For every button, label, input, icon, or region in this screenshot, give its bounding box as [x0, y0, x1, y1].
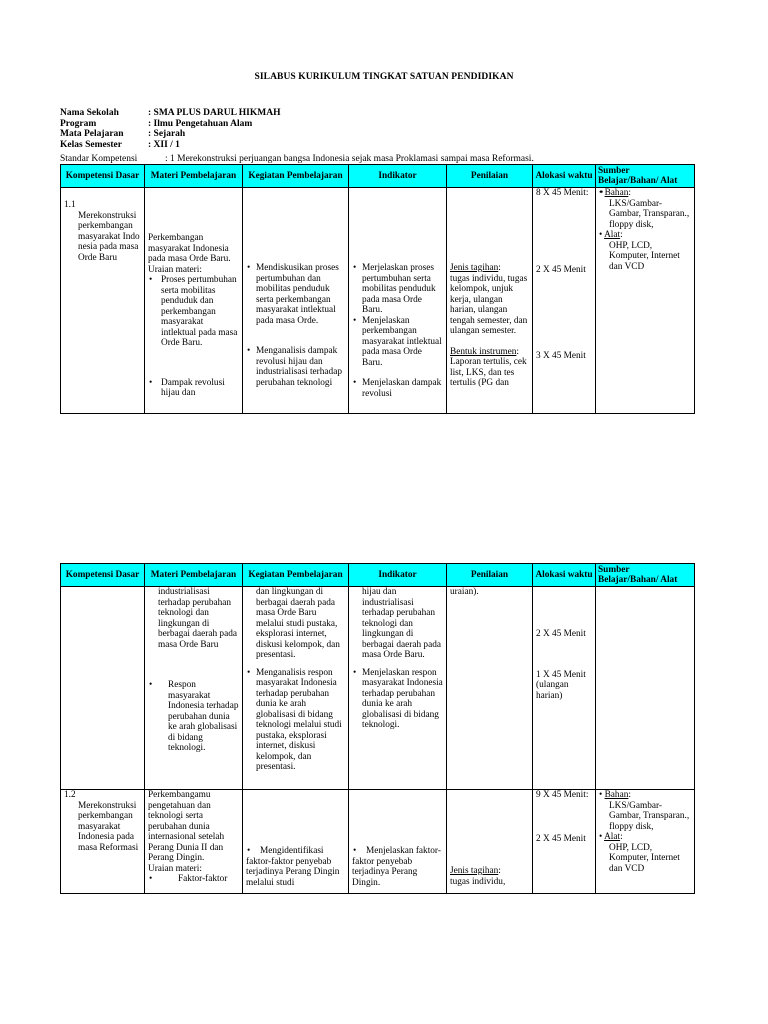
- materi-cell: Perkembangan masyarakat Indonesia pada masa Orde Baru. Uraian materi: • Proses pertumbuhan serta mobilitas penduduk dan perkembangan masyarakat intlektual pada masa Orde Baru. • Dampak revolusi hijau dan: [145, 188, 243, 414]
- header-alokasi: Alokasi waktu: [533, 564, 596, 587]
- alokasi-cell: 2 X 45 Menit 1 X 45 Menit (ulangan harian): [533, 587, 596, 790]
- kegiatan-cell: [243, 790, 349, 894]
- list-item: • Menjelaskan dampak revolusi: [352, 378, 443, 399]
- header-penilaian: Penilaian: [447, 564, 533, 587]
- kd-cell: 1.1 Merekonstruksi perkembangan masyarakat Indonesia pada masa Orde Baru: [61, 188, 145, 414]
- header-kegiatan: Kegiatan Pembelajaran: [243, 564, 349, 587]
- list-item: Mengidentifikasi faktor-faktor penyebab terjadinya Perang Dingin melalui studi: [246, 846, 340, 888]
- indikator-cell: hijau dan industrialisasi terhadap perubahan teknologi dan lingkungan di berbagai daerah pada masa Orde Baru. • Menjelaskan respon masyarakat Indonesia terhadap perubahan dunia ke arah globalisasi di bidang teknologi.: [349, 587, 447, 790]
- list-item: • Proses pertumbuhan serta mobilitas penduduk dan perkembangan masyarakat intlektual pada masa Orde Baru.: [148, 275, 239, 349]
- indikator-cell: [349, 188, 447, 414]
- table-header-row: [61, 564, 695, 587]
- header-sumber: Sumber Belajar/Bahan/ Alat: [596, 165, 695, 188]
- list-item: • Mendiskusikan proses pertumbuhan dan mobilitas penduduk serta perkembangan masyarakat intlektual pada masa Orde.: [246, 263, 345, 326]
- header-kd: Kompetensi Dasar: [61, 165, 145, 188]
- kegiatan-cell: [243, 188, 349, 414]
- sumber-cell: [596, 587, 695, 790]
- penilaian-cell: Jenis tagihan: tugas individu, tugas kelompok, unjuk kerja, ulangan harian, ulangan tengah semester, dan ulangan semester. Bentuk instrumen: Laporan tertulis, cek list, LKS, dan tes tertulis (PG dan: [447, 188, 533, 414]
- info-row-program: Program : Ilmu Pengetahuan Alam: [60, 118, 253, 129]
- header-indikator: Indikator: [349, 564, 447, 587]
- list-item: • Merjelaskan proses pertumbuhan serta mobilitas penduduk pada masa Orde Baru.: [352, 263, 443, 316]
- sumber-cell: • • Bahan: LKS/Gambar-Gambar, Transparan., floppy disk, • Alat: OHP, LCD, Komputer, Internet dan VCD: [596, 188, 695, 414]
- header-kegiatan: Kegiatan Pembelajaran: [243, 165, 349, 188]
- header-indikator: Indikator: [349, 165, 447, 188]
- sumber-cell: • Bahan: LKS/Gambar-Gambar, Transparan., floppy disk, • Alat: OHP, LCD, Komputer, Internet dan VCD: [596, 790, 695, 894]
- info-row-subject: Mata Pelajaran : Sejarah: [60, 129, 186, 139]
- document-title: SILABUS KURIKULUM TINGKAT SATUAN PENDIDIKAN: [254, 72, 514, 82]
- penilaian-cell: Jenis tagihan: tugas individu,: [447, 790, 533, 894]
- school-info: [60, 108, 280, 150]
- list-item: Menjelaskan faktor-faktor penyebab terjadinya Perang Dingin.: [352, 846, 441, 888]
- list-item: • Menganalisis respon masyarakat Indonesia terhadap perubahan dunia ke arah globalisasi di bidang teknologi melalui studi pustaka, eksplorasi internet, diskusi kelompok, dan presentasi.: [246, 668, 345, 773]
- materi-cell: industrialisasi terhadap perubahan teknologi dan lingkungan di berbagai daerah pada masa Orde Baru • Respon masyarakat Indonesia terhadap perubahan dunia ke arah globalisasi di bidang teknologi.: [145, 587, 243, 790]
- header-materi: Materi Pembelajaran: [145, 165, 243, 188]
- list-item: • Menganalisis dampak revolusi hijau dan industrialisasi terhadap perubahan teknologi: [246, 346, 345, 388]
- list-item: • Menjelaskan perkembangan masyarakat intlektual pada masa Orde Baru.: [352, 316, 443, 369]
- header-sumber: Sumber Belajar/Bahan/ Alat: [596, 564, 695, 587]
- list-item: • Dampak revolusi hijau dan: [148, 378, 239, 399]
- materi-cell: Perkembangamu pengetahuan dan teknologi serta perubahan dunia internasional setelah Perang Dunia II dan Perang Dingin. Uraian materi: • Faktor-faktor: [145, 790, 243, 894]
- alokasi-cell: 8 X 45 Menit: 2 X 45 Menit 3 X 45 Menit: [533, 188, 596, 414]
- info-row-class: Kelas Semester : XII / 1: [60, 139, 180, 150]
- indikator-cell: [349, 790, 447, 894]
- info-row-school: Nama Sekolah : SMA PLUS DARUL HIKMAH: [60, 108, 281, 118]
- table-row: [61, 587, 695, 790]
- standard-competency: Standar Kompetensi : 1 Merekonstruksi perjuangan bangsa Indonesia sejak masa Proklamasi sampai masa Reformasi.: [60, 154, 534, 164]
- list-item: • Faktor-faktor: [148, 874, 239, 885]
- syllabus-table-2: [60, 563, 695, 894]
- header-penilaian: Penilaian: [447, 165, 533, 188]
- header-alokasi: Alokasi waktu: [533, 165, 596, 188]
- list-item: • Respon masyarakat Indonesia terhadap perubahan dunia ke arah globalisasi di bidang teknologi.: [148, 680, 239, 754]
- penilaian-cell: uraian).: [447, 587, 533, 790]
- table-header-row: [61, 165, 695, 188]
- header-kd: Kompetensi Dasar: [61, 564, 145, 587]
- kd-cell: [61, 587, 145, 790]
- alokasi-cell: 9 X 45 Menit: 2 X 45 Menit: [533, 790, 596, 894]
- table-row: [61, 790, 695, 894]
- kegiatan-cell: dan lingkungan di berbagai daerah pada masa Orde Baru melalui studi pustaka, eksplorasi internet, diskusi kelompok, dan presentasi. • Menganalisis respon masyarakat Indonesia terhadap perubahan dunia ke arah globalisasi di bidang teknologi melalui studi pustaka, eksplorasi internet, diskusi kelompok, dan presentasi.: [243, 587, 349, 790]
- kd-cell: 1.2 Merekonstruksi perkembangan masyarakat Indonesia pada masa Reformasi: [61, 790, 145, 894]
- syllabus-table-1: [60, 164, 695, 414]
- list-item: • Menjelaskan respon masyarakat Indonesia terhadap perubahan dunia ke arah globalisasi di bidang teknologi.: [352, 668, 443, 731]
- table-row: [61, 188, 695, 414]
- header-materi: Materi Pembelajaran: [145, 564, 243, 587]
